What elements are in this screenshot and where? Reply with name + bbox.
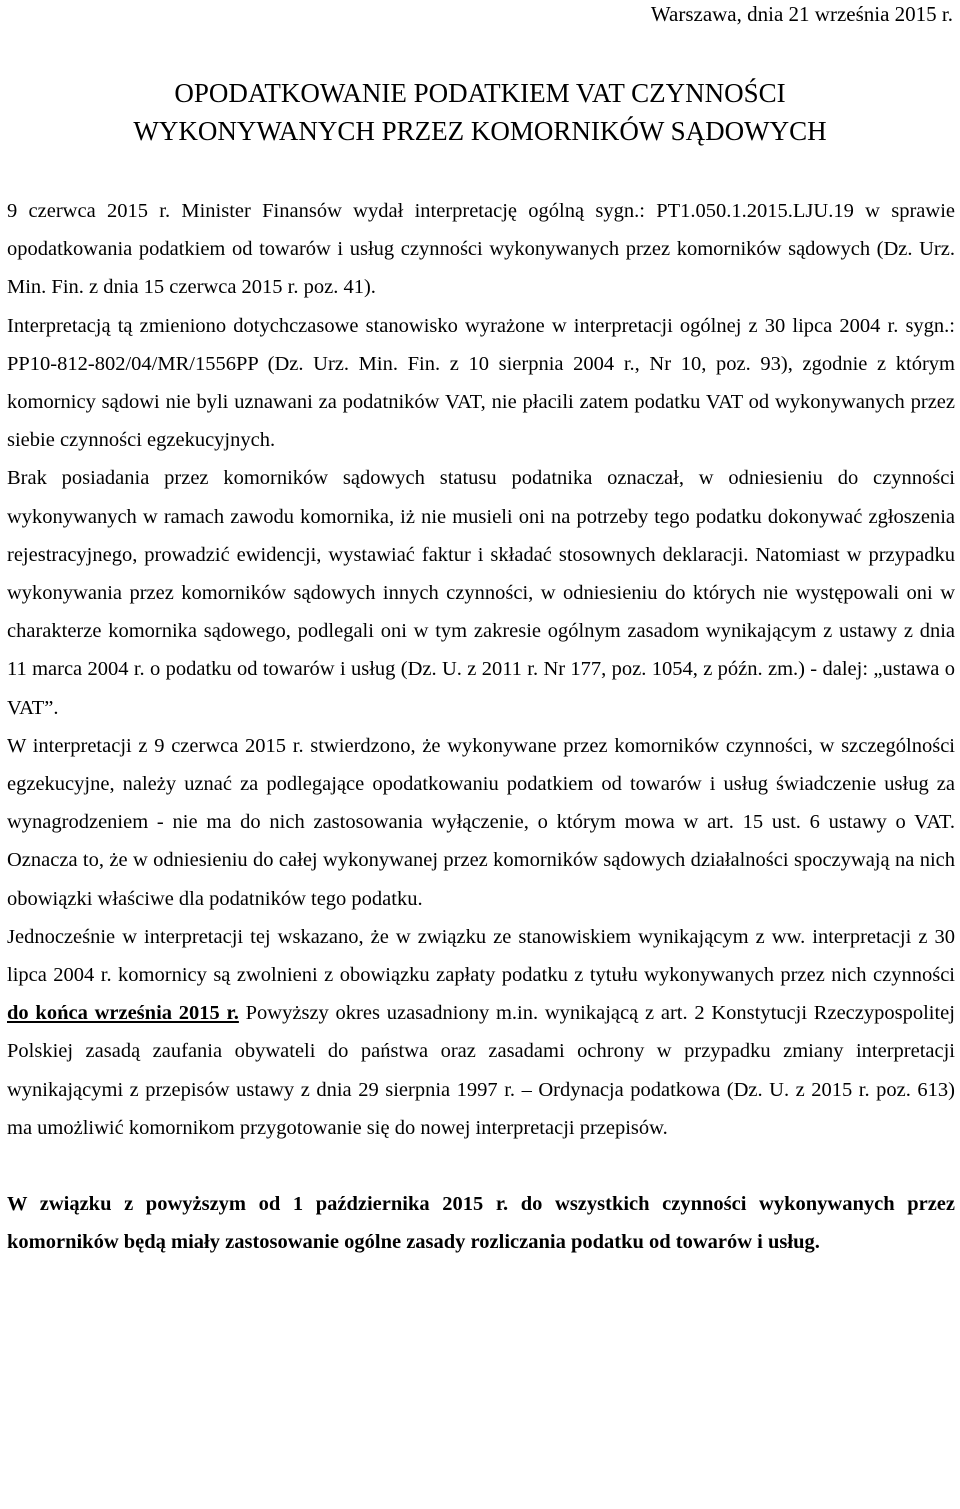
exemption-text-end: Powyższy okres uzasadniony m.in. wynikającą z art. 2 Konstytucji Rzeczypospolitej Polskiej zasadą zaufania obywateli do państwa oraz zasadami ochrony w przypadku zmiany interpretacji wynikającymi z przepisów ustawy z dnia 29 sierpnia 1997 r. – Ordynacja podatkowa (Dz. U. z 2015 r. poz. 613) ma umożliwić komornikom przygotowanie się do nowej interpretacji przepisów. — [7, 1002, 955, 1139]
paragraph-interpretation-issued: 9 czerwca 2015 r. Minister Finansów wydał interpretację ogólną sygn.: PT1.050.1.2015.LJU.19 w sprawie opodatkowania podatkiem od towarów i usług czynności wykonywanych przez komorników sądowych (Dz. Urz. Min. Fin. z dnia 15 czerwca 2015 r. poz. 41). — [7, 200, 955, 299]
paragraph-status-consequences: Brak posiadania przez komorników sądowych statusu podatnika oznaczał, w odniesieniu do czynności wykonywanych w ramach zawodu komornika, iż nie musieli oni na potrzeby tego podatku dokonywać zgłoszenia rejestracyjnego, prowadzić ewidencji, wystawiać faktur i składać stosownych deklaracji. Natomiast w przypadku wykonywania przez komorników sądowych innych czynności, w odniesieniu do których nie występowali oni w charakterze komornika sądowego, podlegali oni w tym zakresie ogólnym zasadom wynikającym z ustawy z dnia 11 marca 2004 r. o podatku od towarów i usług (Dz. U. z 2011 r. Nr 177, poz. 1054, z późn. zm.) - dalej: „ustawa o VAT”. — [7, 467, 955, 719]
title-line-1: OPODATKOWANIE PODATKIEM VAT CZYNNOŚCI — [174, 78, 786, 108]
document-title — [0, 74, 960, 150]
exemption-deadline: do końca września 2015 r. — [7, 1002, 239, 1025]
paragraph-exemption-period — [7, 918, 955, 1147]
document-date: Warszawa, dnia 21 września 2015 r. — [650, 2, 953, 26]
paragraph-conclusion: W związku z powyższym od 1 października 2015 r. do wszystkich czynności wykonywanych przez komorników będą miały zastosowanie ogólne zasady rozliczania podatku od towarów i usług. — [7, 1193, 955, 1254]
exemption-text-start: Jednocześnie w interpretacji tej wskazano, że w związku ze stanowiskiem wynikającym z ww. interpretacji z 30 lipca 2004 r. komornicy są zwolnieni z obowiązku zapłaty podatku z tytułu wykonywanych przez nich czynności — [7, 925, 955, 987]
paragraph-new-position: W interpretacji z 9 czerwca 2015 r. stwierdzono, że wykonywane przez komorników czynności, w szczególności egzekucyjne, należy uznać za podlegające opodatkowaniu podatkiem od towarów i usług świadczenie usług za wynagrodzeniem - nie ma do nich zastosowania wyłączenie, o którym mowa w art. 15 ust. 6 ustawy o VAT. Oznacza to, że w odniesieniu do całej wykonywanej przez komorników sądowych działalności spoczywają na nich obowiązki właściwe dla podatników tego podatku. — [7, 734, 955, 910]
title-line-2: WYKONYWANYCH PRZEZ KOMORNIKÓW SĄDOWYCH — [133, 116, 827, 146]
paragraph-previous-position: Interpretacją tą zmieniono dotychczasowe stanowisko wyrażone w interpretacji ogólnej z 30 lipca 2004 r. sygn.: PP10-812-802/04/MR/1556PP (Dz. Urz. Min. Fin. z 10 sierpnia 2004 r., Nr 10, poz. 93), zgodnie z którym komornicy sądowi nie byli uznawani za podatników VAT, nie płacili zatem podatku VAT od wykonywanych przez siebie czynności egzekucyjnych. — [7, 314, 955, 452]
document-body — [7, 192, 955, 1261]
